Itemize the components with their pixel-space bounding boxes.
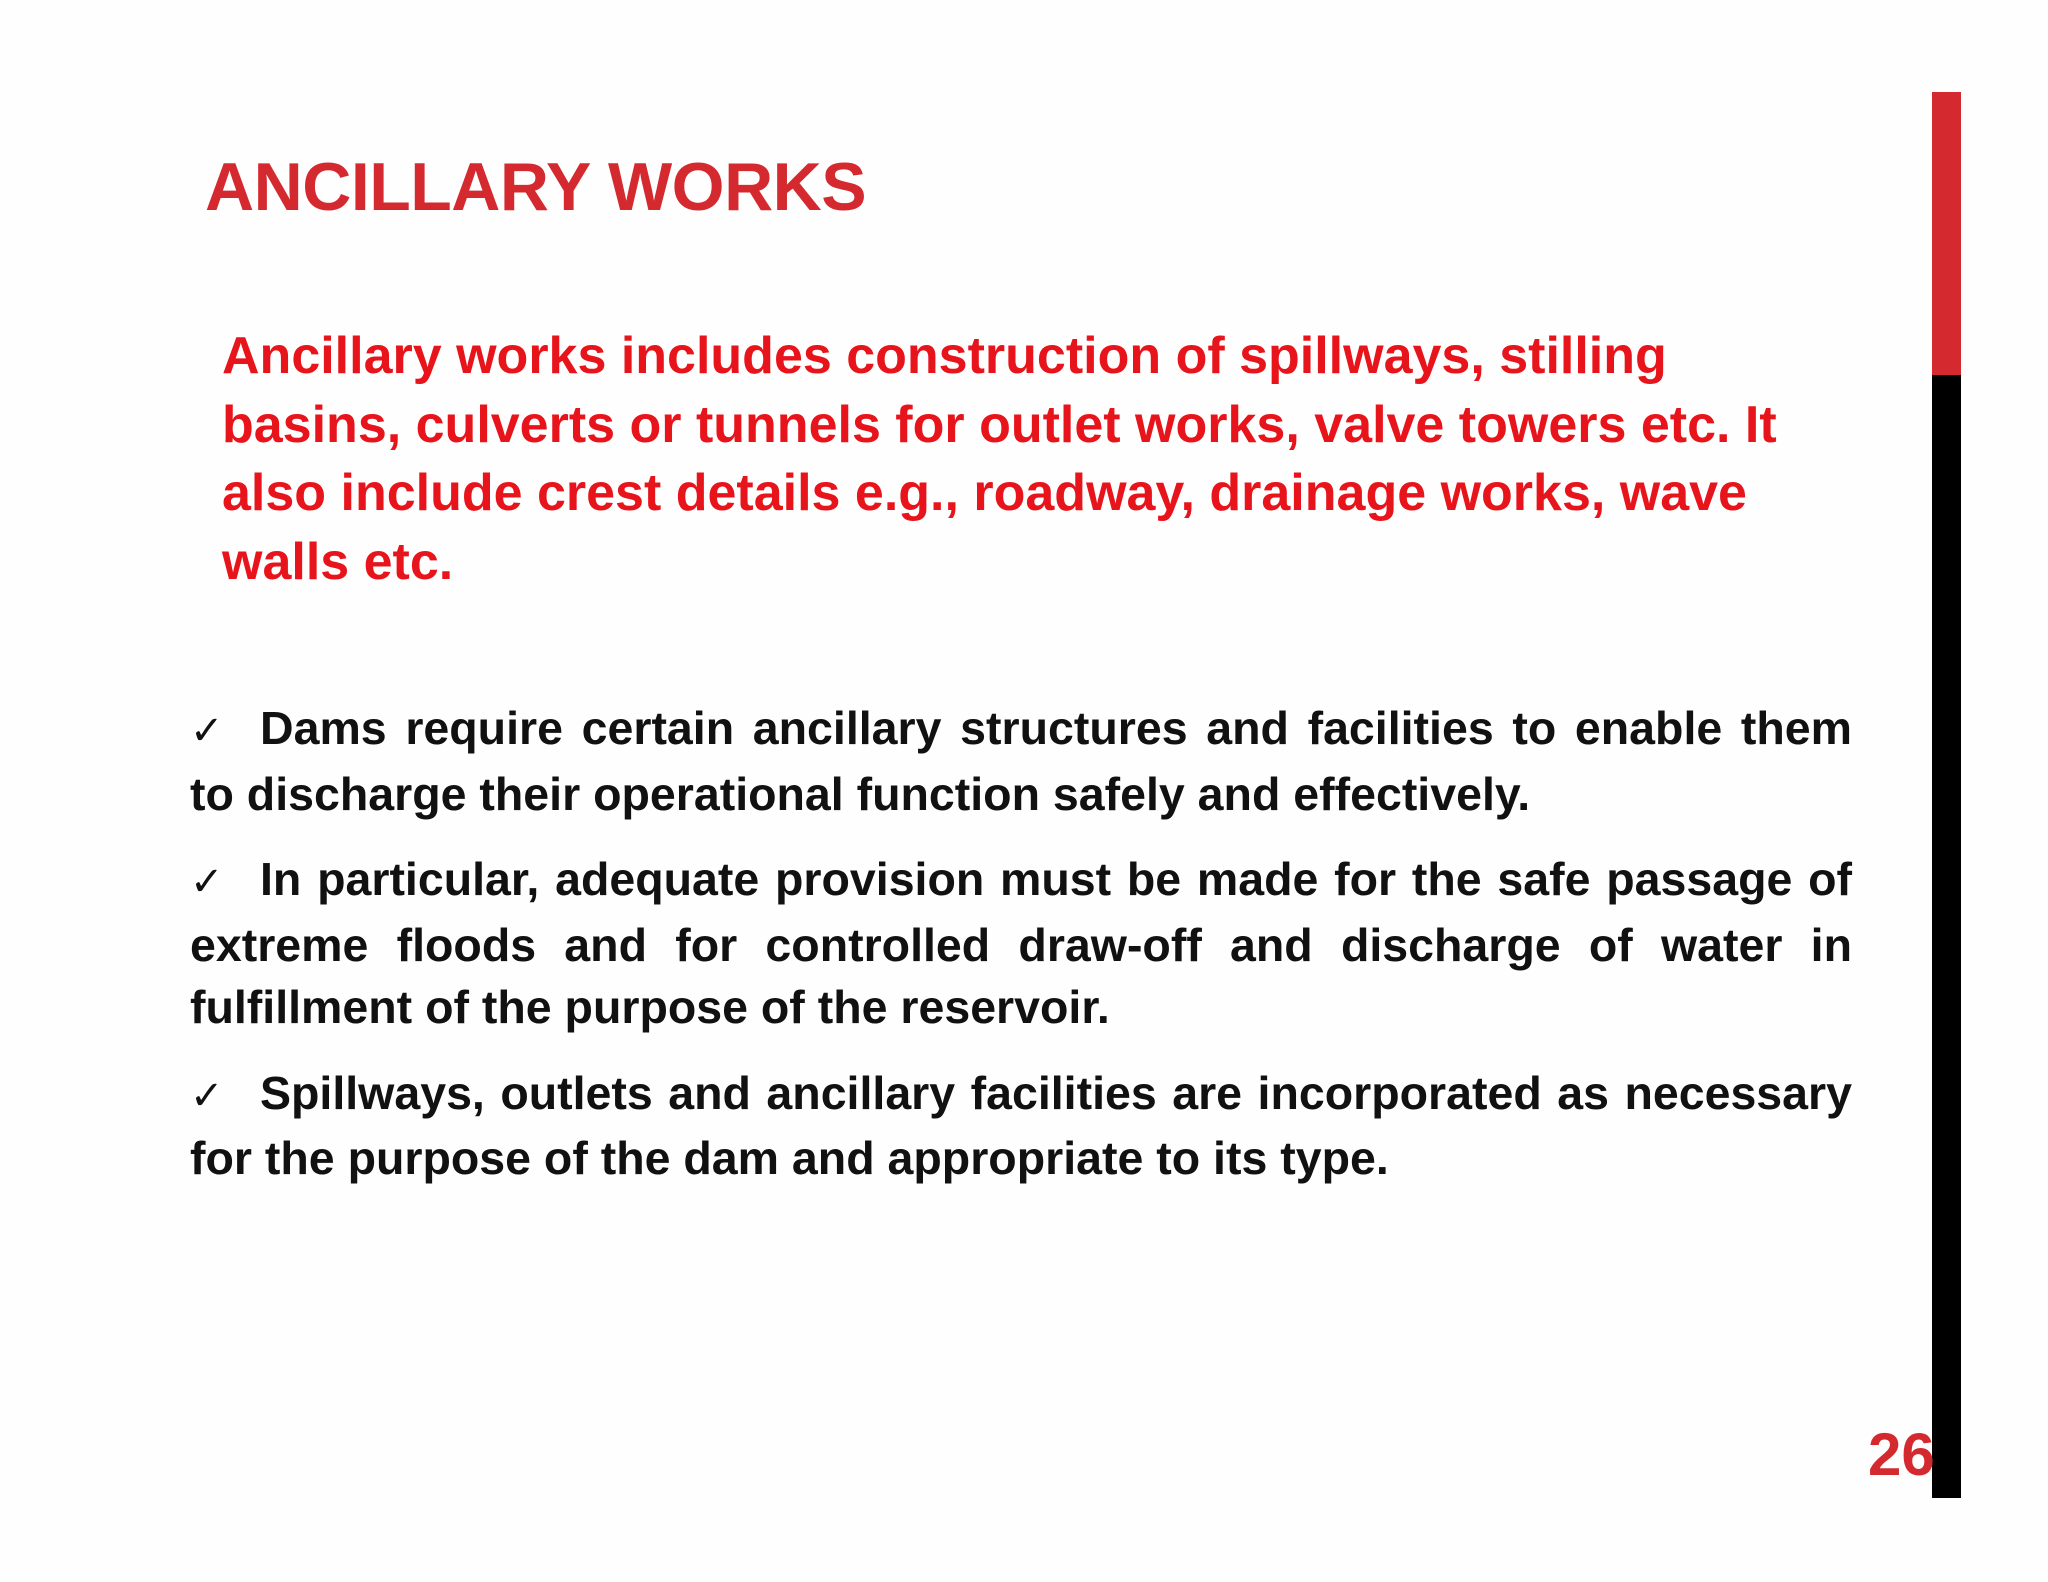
- bullet-item: [190, 1062, 1852, 1190]
- page-number: 26: [1868, 1421, 1935, 1488]
- bullet-text: Spillways, outlets and ancillary facilities are incorporated as necessary for the purpose of the dam and appropriate to its type.: [190, 1066, 1852, 1184]
- intro-paragraph: Ancillary works includes construction of spillways, stilling basins, culverts or tunnels for outlet works, valve towers etc. It also include crest details e.g., roadway, drainage works, wave walls etc.: [222, 327, 1777, 591]
- checkmark-icon: ✓: [190, 708, 224, 754]
- side-bar-accent-red: [1932, 92, 1961, 375]
- checkmark-icon: ✓: [190, 859, 224, 905]
- checkmark-icon: ✓: [190, 1072, 224, 1119]
- slide-title: ANCILLARY WORKS: [205, 149, 867, 225]
- bullet-text: In particular, adequate provision must be made for the safe passage of extreme floods and for controlled draw-off and discharge of water in fulfillment of the purpose of the reservoir.: [190, 853, 1852, 1033]
- bullet-list: [190, 697, 1852, 1213]
- bullet-item: [190, 697, 1852, 825]
- bullet-text: Dams require certain ancillary structures and facilities to enable them to discharge their operational function safely and effectively.: [190, 702, 1852, 820]
- bullet-item: [190, 848, 1852, 1039]
- side-bar-accent-black: [1932, 375, 1961, 1498]
